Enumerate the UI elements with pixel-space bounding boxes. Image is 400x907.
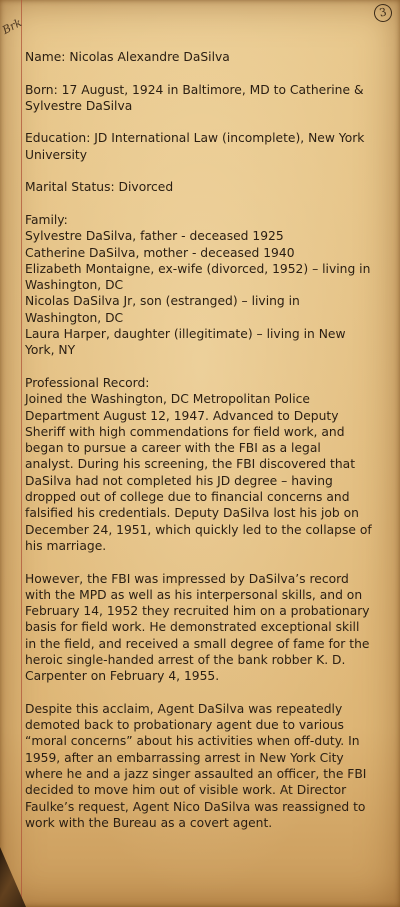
marital-status-line: Marital Status: Divorced bbox=[25, 180, 174, 195]
margin-line bbox=[21, 0, 22, 907]
page-number-mark: 3 bbox=[372, 2, 393, 23]
demotion-paragraph: Despite this acclaim, Agent DaSilva was repeatedly demoted back to probationary agent due to various “moral concerns” about his activities when off-duty. In 1959, after an embarrassing arrest in New York City where he and a jazz singer assaulted an officer, the FBI decided to move him out of visible work. At Director Faulke’s request, Agent Nico DaSilva was reassigned to work with the Bureau as a covert agent. bbox=[25, 701, 367, 830]
born-line: Born: 17 August, 1924 in Baltimore, MD to Catherine & Sylvestre DaSilva bbox=[25, 82, 364, 113]
family-section: Family: Sylvestre DaSilva, father - deceased 1925 Catherine DaSilva, mother - deceased 1940 Elizabeth Montaigne, ex-wife (divorced, 1952) – living in Washington, DC Nicolas DaSilva Jr, son (estranged) – living in Washington, DC Laura Harper, daughter (illegitimate) – living in New York, NY bbox=[25, 212, 371, 358]
fbi-recruitment-paragraph: However, the FBI was impressed by DaSilva’s record with the MPD as well as his interpersonal skills, and on February 14, 1952 they recruited him on a probationary basis for field work. He demonstrated exceptional skill in the field, and received a small degree of fame for the heroic single-handed arrest of the bank robber K. D. Carpenter on February 4, 1955. bbox=[25, 571, 370, 684]
handwritten-note: Brk bbox=[0, 16, 24, 37]
dossier-content bbox=[25, 49, 373, 848]
professional-record-section: Professional Record: Joined the Washington, DC Metropolitan Police Department August 12, 1947. Advanced to Deputy Sheriff with high commendations for field work, and began to pursue a career with the FBI as a legal analyst. During his screening, the FBI discovered that DaSilva had not completed his JD degree – having dropped out of college due to financial concerns and falsified his credentials. Deputy DaSilva lost his job on December 24, 1951, which quickly led to the collapse of his marriage. bbox=[25, 375, 372, 553]
page-curl-corner bbox=[0, 847, 26, 907]
education-line: Education: JD International Law (incomplete), New York University bbox=[25, 131, 365, 162]
name-line: Name: Nicolas Alexandre DaSilva bbox=[25, 50, 230, 64]
